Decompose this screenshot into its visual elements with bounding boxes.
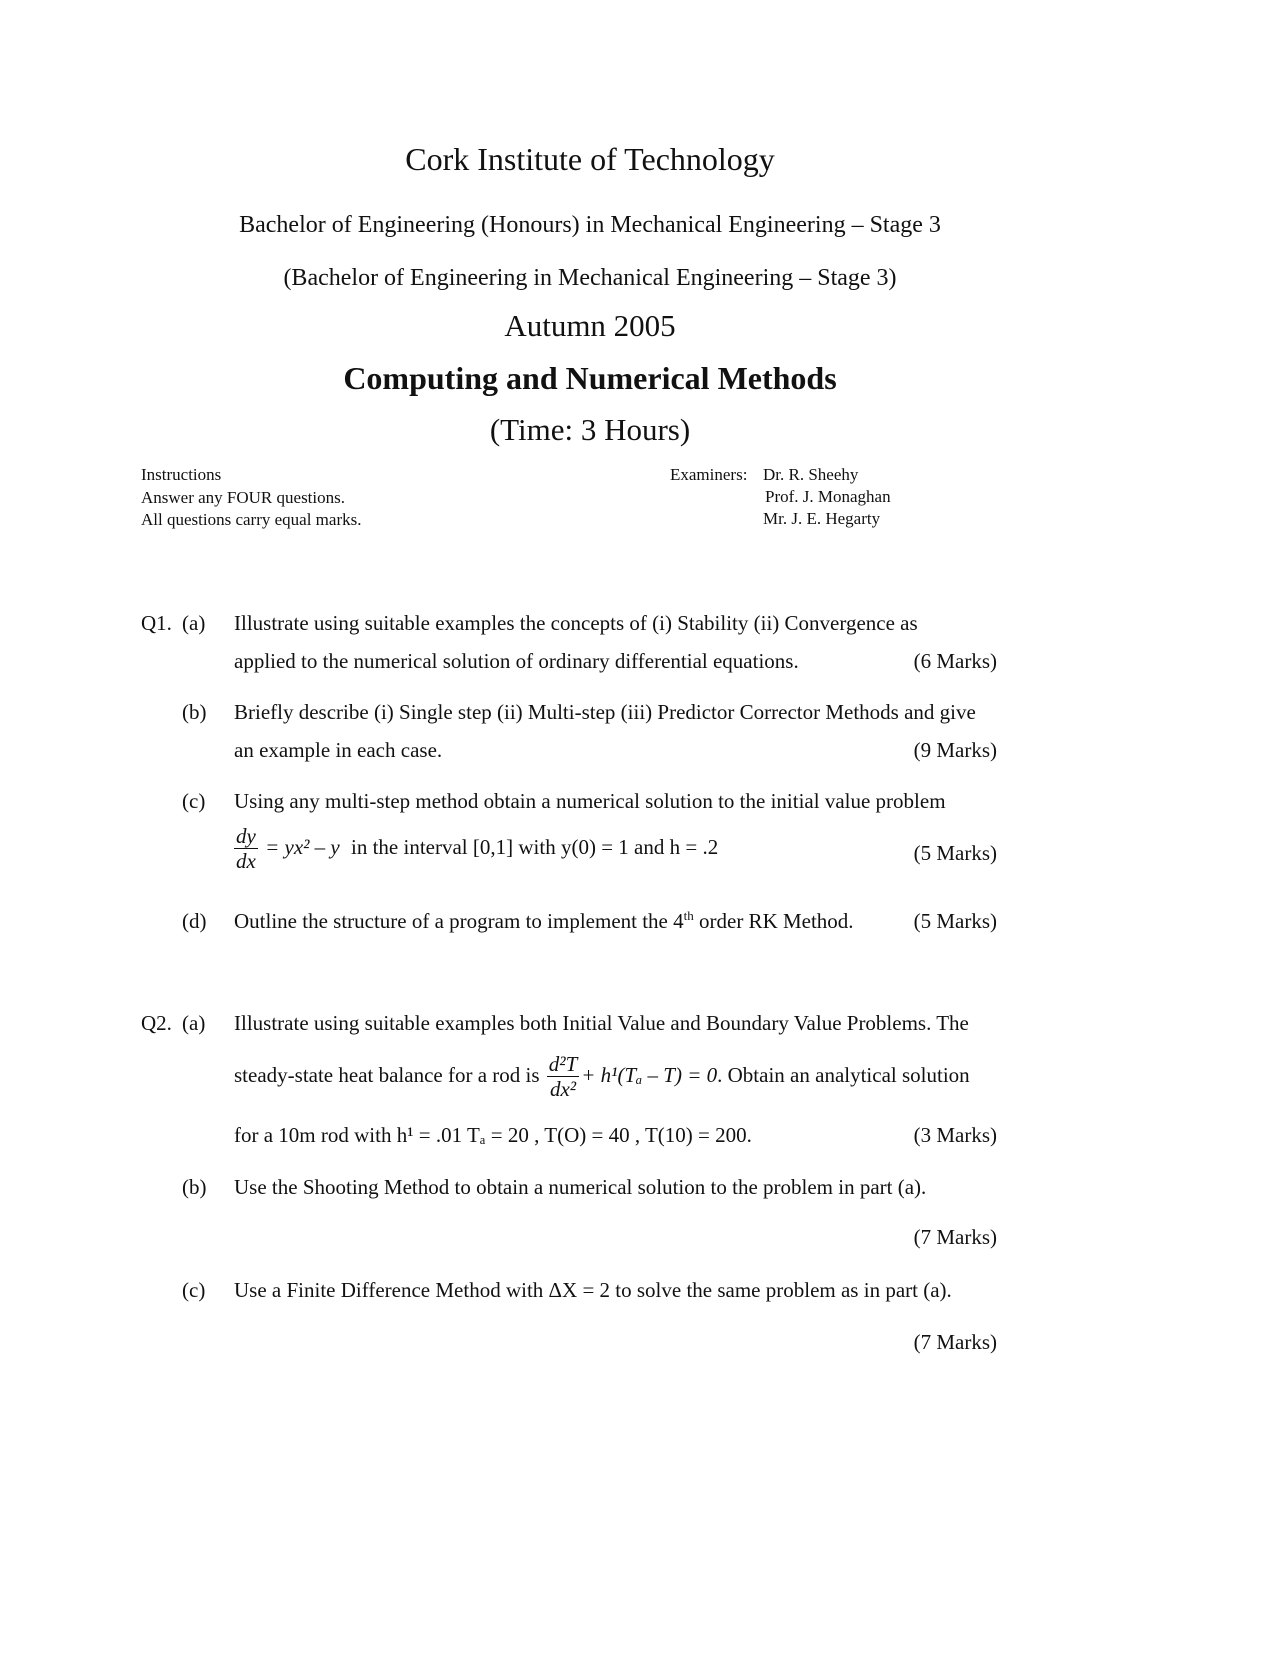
part-label: (a) xyxy=(182,611,206,635)
eq-rhs: + h¹(Tₐ – T) = 0 xyxy=(581,1062,718,1087)
question-text xyxy=(234,1054,970,1100)
programme-line-2: (Bachelor of Engineering in Mechanical Engineering – Stage 3) xyxy=(283,265,897,291)
part-label: (d) xyxy=(182,909,207,933)
eq-denominator: dx xyxy=(236,849,256,873)
part-label: (c) xyxy=(182,789,206,813)
examiner-name: Mr. J. E. Hegarty xyxy=(763,509,881,528)
subject-title: Computing and Numerical Methods xyxy=(343,360,837,396)
institution-title: Cork Institute of Technology xyxy=(405,141,775,177)
question-text: Using any multi-step method obtain a numerical solution to the initial value problem xyxy=(234,789,946,813)
instruction-line: Answer any FOUR questions. xyxy=(141,488,345,507)
eq-numerator: dy xyxy=(236,824,256,848)
equation-ode xyxy=(232,826,718,872)
examiners-label: Examiners: xyxy=(670,465,748,484)
question-text: Use the Shooting Method to obtain a numerical solution to the problem in part (a). xyxy=(234,1175,927,1199)
marks: (5 Marks) xyxy=(913,841,997,865)
question-number: Q2. xyxy=(141,1011,172,1035)
programme-line-1: Bachelor of Engineering (Honours) in Mechanical Engineering – Stage 3 xyxy=(239,212,941,238)
instructions-heading: Instructions xyxy=(141,465,222,484)
text-part: steady-state heat balance for a rod is xyxy=(234,1062,540,1087)
marks: (3 Marks) xyxy=(913,1123,997,1147)
marks: (7 Marks) xyxy=(913,1225,997,1249)
marks: (6 Marks) xyxy=(913,649,997,673)
eq-numerator: d²T xyxy=(548,1052,578,1076)
instruction-line: All questions carry equal marks. xyxy=(141,510,362,529)
question-text: Briefly describe (i) Single step (ii) Multi-step (iii) Predictor Corrector Methods and give xyxy=(234,700,976,724)
eq-denominator: dx² xyxy=(549,1077,577,1101)
part-label: (b) xyxy=(182,1175,207,1199)
marks: (7 Marks) xyxy=(913,1330,997,1354)
superscript: th xyxy=(683,908,694,923)
part-label: (b) xyxy=(182,700,207,724)
question-text: in the interval [0,1] with y(0) = 1 and h = .2 xyxy=(351,834,719,859)
marks: (5 Marks) xyxy=(913,909,997,933)
question-text: Illustrate using suitable examples both Initial Value and Boundary Value Problems. The xyxy=(234,1011,969,1035)
question-text xyxy=(234,908,854,933)
part-label: (a) xyxy=(182,1011,206,1035)
exam-session: Autumn 2005 xyxy=(504,308,676,343)
exam-duration: (Time: 3 Hours) xyxy=(489,412,691,447)
question-text: applied to the numerical solution of ordinary differential equations. xyxy=(234,649,799,673)
text-part: Outline the structure of a program to implement the 4 xyxy=(234,909,684,933)
eq-rhs: = yx² – y xyxy=(265,834,340,859)
part-label: (c) xyxy=(182,1278,206,1302)
text-part: . Obtain an analytical solution xyxy=(717,1062,970,1087)
examiner-name: Prof. J. Monaghan xyxy=(765,487,891,506)
text-part: order RK Method. xyxy=(693,909,854,933)
question-text: for a 10m rod with h¹ = .01 Tₐ = 20 , T(O) = 40 , T(10) = 200. xyxy=(234,1123,752,1147)
question-text: Illustrate using suitable examples the concepts of (i) Stability (ii) Convergence as xyxy=(234,611,918,635)
examiner-name: Dr. R. Sheehy xyxy=(763,465,859,484)
question-text: Use a Finite Difference Method with ΔX = 2 to solve the same problem as in part (a). xyxy=(234,1278,952,1302)
question-text: an example in each case. xyxy=(234,738,443,762)
question-number: Q1. xyxy=(141,611,172,635)
marks: (9 Marks) xyxy=(913,738,997,762)
